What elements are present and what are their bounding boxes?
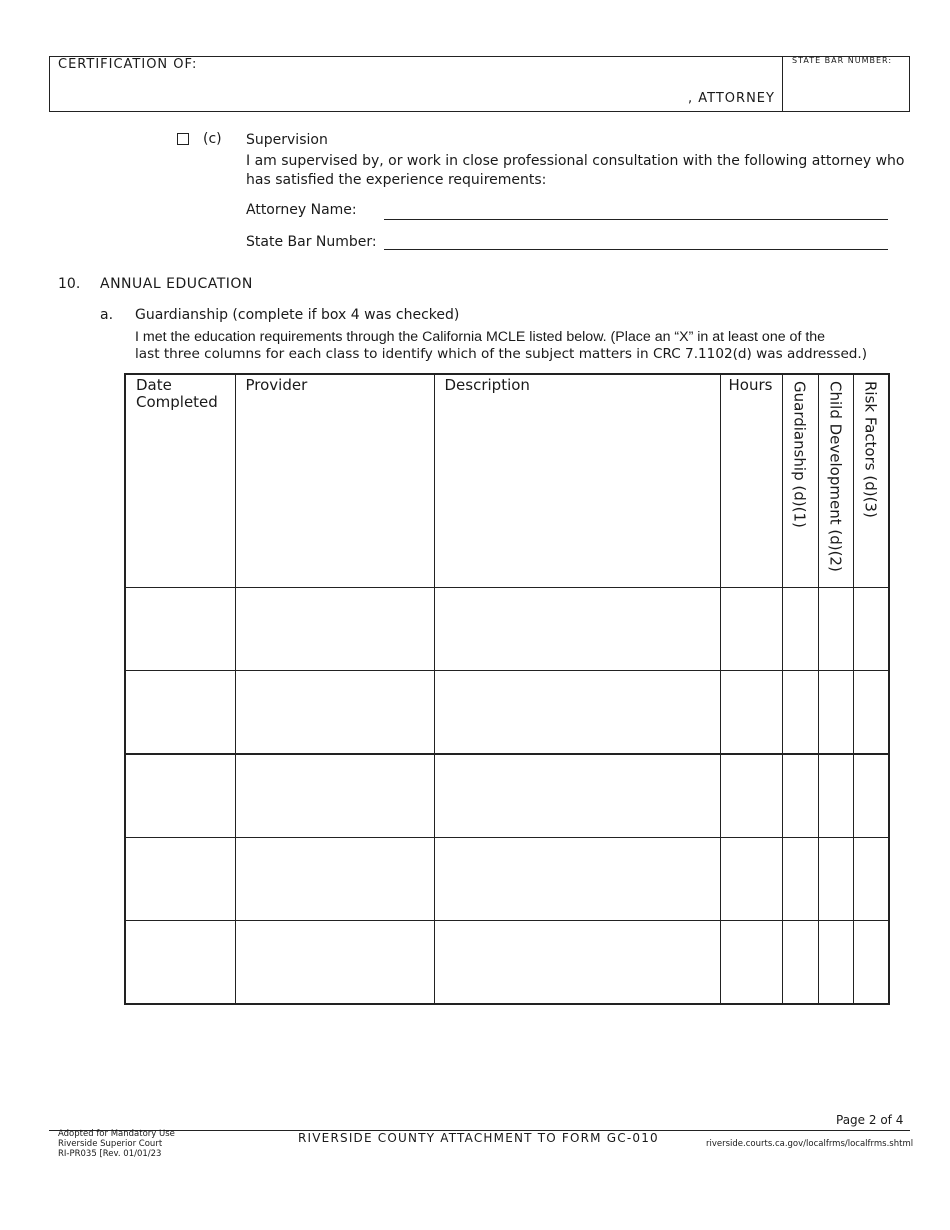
supervision-text-line1: I am supervised by, or work in close professional consultation with the following attorney who xyxy=(246,153,905,169)
cell-provider[interactable] xyxy=(235,754,434,838)
cell-description[interactable] xyxy=(434,754,720,838)
cell-date-completed[interactable] xyxy=(125,838,235,921)
header-guardianship-text: Guardianship (d)(1) xyxy=(790,381,809,528)
footer-form-title: RIVERSIDE COUNTY ATTACHMENT TO FORM GC-010 xyxy=(298,1131,659,1145)
section-10-number: 10. xyxy=(58,276,81,292)
section-10a-intro-line1: I met the education requirements through the California MCLE listed below. (Place an “X” in at least one of the xyxy=(135,329,826,345)
cell-date-completed[interactable] xyxy=(125,921,235,1005)
cell-guardianship[interactable] xyxy=(782,921,818,1005)
supervision-checkbox[interactable] xyxy=(177,133,189,145)
cell-provider[interactable] xyxy=(235,838,434,921)
cell-child-development[interactable] xyxy=(818,754,853,838)
cell-provider[interactable] xyxy=(235,921,434,1005)
cell-risk-factors[interactable] xyxy=(853,671,889,755)
table-header-row xyxy=(125,374,889,588)
cell-guardianship[interactable] xyxy=(782,838,818,921)
header-description: Description xyxy=(434,374,720,588)
certification-label: CERTIFICATION OF: xyxy=(58,57,198,72)
annual-education-table xyxy=(124,373,890,1005)
cell-description[interactable] xyxy=(434,838,720,921)
cell-hours[interactable] xyxy=(720,921,782,1005)
cell-provider[interactable] xyxy=(235,588,434,671)
table-row xyxy=(125,588,889,671)
cell-hours[interactable] xyxy=(720,671,782,755)
attorney-label: , ATTORNEY xyxy=(688,91,775,106)
cell-date-completed[interactable] xyxy=(125,671,235,755)
cell-hours[interactable] xyxy=(720,838,782,921)
table-row xyxy=(125,838,889,921)
attorney-name-label: Attorney Name: xyxy=(246,202,357,218)
footer-adopted xyxy=(58,1129,175,1159)
footer-url: riverside.courts.ca.gov/localfrms/localfrms.shtml xyxy=(706,1139,914,1149)
header-hours: Hours xyxy=(720,374,782,588)
cell-guardianship[interactable] xyxy=(782,671,818,755)
cell-hours[interactable] xyxy=(720,588,782,671)
footer-form-number: RI-PR035 [Rev. 01/01/23 xyxy=(58,1149,162,1159)
cell-description[interactable] xyxy=(434,671,720,755)
state-bar-number-field-label: State Bar Number: xyxy=(246,234,377,250)
table-row xyxy=(125,754,889,838)
cell-risk-factors[interactable] xyxy=(853,921,889,1005)
cell-risk-factors[interactable] xyxy=(853,588,889,671)
cell-description[interactable] xyxy=(434,921,720,1005)
header-child-development xyxy=(818,374,853,588)
cell-date-completed[interactable] xyxy=(125,588,235,671)
table-row xyxy=(125,921,889,1005)
cell-risk-factors[interactable] xyxy=(853,754,889,838)
page-number: Page 2 of 4 xyxy=(836,1113,904,1127)
cell-child-development[interactable] xyxy=(818,588,853,671)
cell-date-completed[interactable] xyxy=(125,754,235,838)
cell-child-development[interactable] xyxy=(818,671,853,755)
header-guardianship xyxy=(782,374,818,588)
header-risk-factors xyxy=(853,374,889,588)
header-provider: Provider xyxy=(235,374,434,588)
cell-guardianship[interactable] xyxy=(782,588,818,671)
section-10a-letter: a. xyxy=(100,307,114,323)
cell-description[interactable] xyxy=(434,588,720,671)
cell-child-development[interactable] xyxy=(818,838,853,921)
header-risk-factors-text: Risk Factors (d)(3) xyxy=(861,381,880,518)
certification-divider xyxy=(782,56,783,112)
section-10-title: ANNUAL EDUCATION xyxy=(100,276,253,292)
state-bar-number-field[interactable] xyxy=(384,249,888,250)
cell-risk-factors[interactable] xyxy=(853,838,889,921)
cell-hours[interactable] xyxy=(720,754,782,838)
table-row xyxy=(125,671,889,755)
cell-provider[interactable] xyxy=(235,671,434,755)
footer-adopted-line1: Adopted for Mandatory Use xyxy=(58,1129,175,1139)
cell-child-development[interactable] xyxy=(818,921,853,1005)
section-10a-title: Guardianship (complete if box 4 was checked) xyxy=(135,307,460,323)
header-child-development-text: Child Development (d)(2) xyxy=(826,381,845,572)
attorney-name-field[interactable] xyxy=(384,219,888,220)
state-bar-number-label: STATE BAR NUMBER: xyxy=(792,56,893,65)
supervision-title: Supervision xyxy=(246,132,328,148)
cell-guardianship[interactable] xyxy=(782,754,818,838)
item-c-letter: (c) xyxy=(203,131,222,147)
footer-adopted-line2: Riverside Superior Court xyxy=(58,1139,163,1149)
header-date-completed: Date Completed xyxy=(125,374,235,588)
section-10a-intro-line2: last three columns for each class to identify which of the subject matters in CRC 7.1102(d) was addressed.) xyxy=(135,346,868,362)
supervision-text-line2: has satisfied the experience requirements: xyxy=(246,172,547,188)
